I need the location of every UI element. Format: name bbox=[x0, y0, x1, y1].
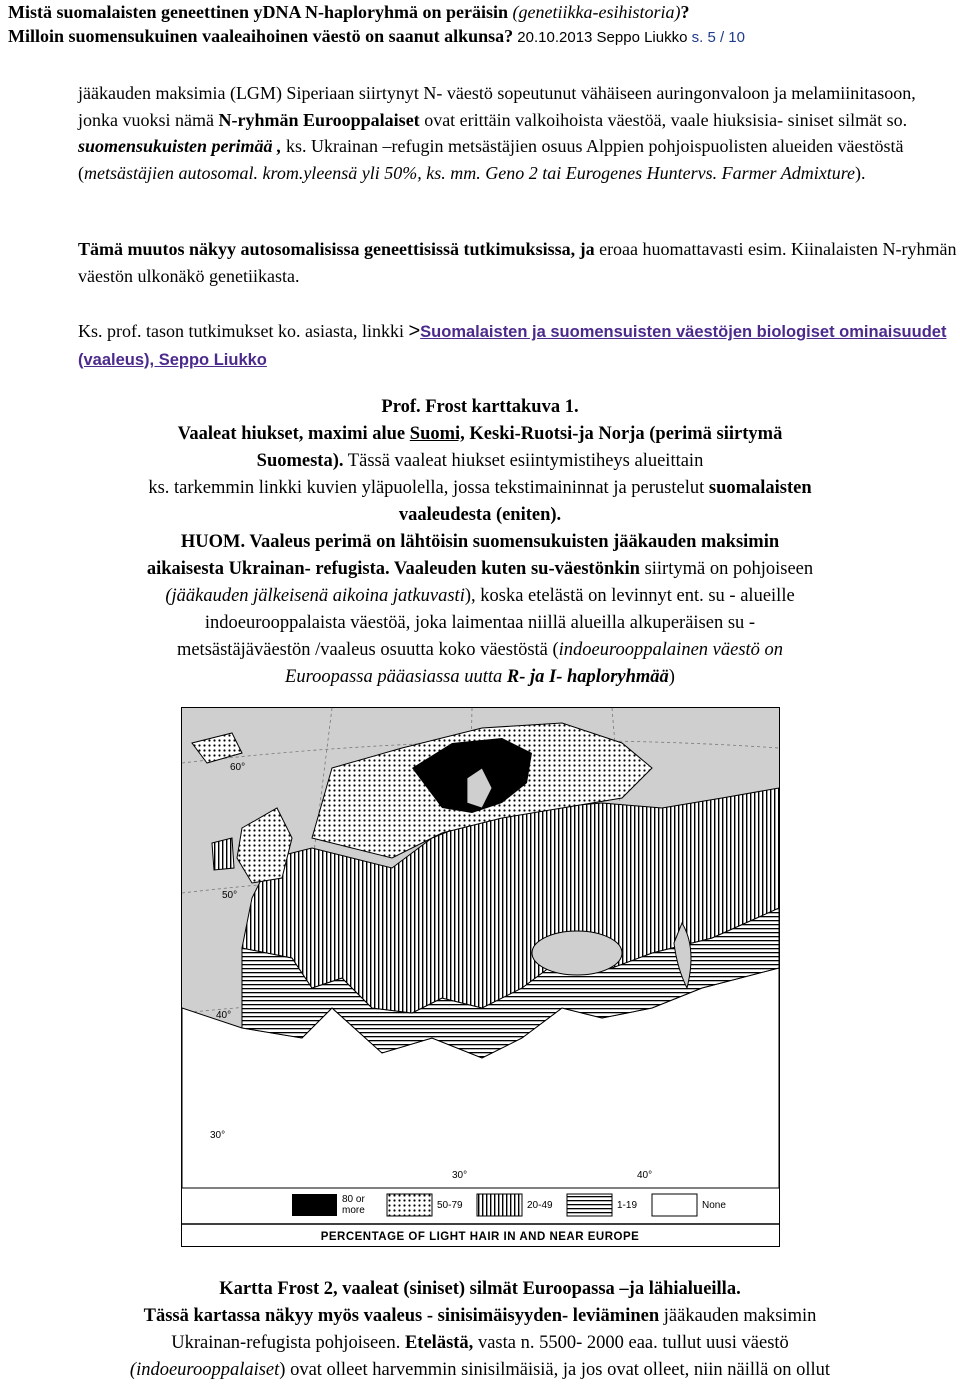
lon-label: 30° bbox=[452, 1170, 468, 1181]
europe-map-graphic bbox=[182, 708, 779, 1246]
legend-label: 80 or bbox=[342, 1194, 365, 1205]
legend-swatch-80 bbox=[292, 1194, 337, 1216]
lat-label: 30° bbox=[210, 1130, 226, 1141]
paragraph-1: jääkauden maksimia (LGM) Siperiaan siirtynyt N- väestö sopeutunut vähäiseen auringonvaloon ja melamiinitasoon, jonka vuoksi nämä N-ryhmän Eurooppalaiset ovat erittäin valkoihoista väestöä, vaale hiuksisia- siniset silmät so. suomensukuisten perimää , ks. Ukrainan –refugin metsästäjien osuus Alppien pohjoispuolisten alueiden väestöstä (metsästäjien autosomal. krom.yleensä yli 50%, ks. mm. Geno 2 tai Eurogenes Huntervs. Farmer Admixture). bbox=[78, 83, 916, 183]
lat-label: 50° bbox=[222, 890, 238, 901]
paragraph-2: Tämä muutos näkyy autosomalisissa geneettisissä tutkimuksissa, ja eroaa huomattavasti esim. Kiinalaisten N-ryhmän väestön ulkonäkö genetiikasta. bbox=[78, 239, 957, 286]
page-header bbox=[8, 0, 958, 50]
legend-swatch-1 bbox=[567, 1194, 612, 1216]
legend-label: 50-79 bbox=[437, 1200, 463, 1211]
legend-swatch-50 bbox=[387, 1194, 432, 1216]
lat-label: 40° bbox=[216, 1010, 232, 1021]
legend-label: more bbox=[342, 1205, 365, 1216]
header-line-2: Milloin suomensukuinen vaaleaihoinen väestö on saanut alkunsa? 20.10.2013 Seppo Liukko s. 5 / 10 bbox=[8, 26, 745, 46]
map-title: PERCENTAGE OF LIGHT HAIR IN AND NEAR EUROPE bbox=[320, 1231, 640, 1243]
legend-swatch-20 bbox=[477, 1194, 522, 1216]
map-legend bbox=[292, 1194, 726, 1216]
lon-label: 40° bbox=[637, 1170, 653, 1181]
article-link[interactable]: Suomalaisten ja suomensuisten väestöjen biologiset ominaisuudet (vaaleus), Seppo Liukko bbox=[78, 323, 947, 369]
legend-swatch-none bbox=[652, 1194, 697, 1216]
map-description: Prof. Frost karttakuva 1. Vaaleat hiukset, maximi alue Suomi, Keski-Ruotsi-ja Norja (perimä siirtymä Suomesta). Tässä vaaleat hiukset esiintymistiheys alueittain ks. tarkemmin linkki kuvien yläpuolella, jossa tekstimaininnat ja perustelut suomalaisten vaaleudesta (eniten). HUOM. Vaaleus perimä on lähtöisin suomensukuisten jääkauden maksimin aikaisesta Ukrainan- refugista. Vaaleuden kuten su-väestönkin siirtymä on pohjoiseen (jääkauden jälkeisenä aikoina jatkuvasti), koska etelästä on levinnyt ent. su - alueille indoeurooppalaista väestöä, joka laimentaa niillä alueilla alkuperäisen su - metsästäjäväestön /vaaleus osuutta koko väestöstä (indoeurooppalainen väestö on Euroopassa pääasiassa uutta R- ja I- haploryhmää) bbox=[146, 397, 814, 687]
lat-label: 60° bbox=[230, 762, 246, 773]
light-hair-map bbox=[181, 707, 780, 1247]
page-number: s. 5 / 10 bbox=[691, 29, 745, 46]
legend-label: None bbox=[702, 1200, 726, 1211]
black-sea bbox=[532, 931, 622, 975]
ireland bbox=[212, 838, 234, 870]
paragraph-3: Ks. prof. tason tutkimukset ko. asiasta, linkki >Suomalaisten ja suomensuisten väestöjen biologiset ominaisuudet (vaaleus), Seppo Liukko bbox=[78, 320, 947, 369]
header-line-1: Mistä suomalaisten geneettinen yDNA N-haploryhmä on peräisin (genetiikka-esihistoria)? bbox=[8, 2, 690, 22]
legend-label: 20-49 bbox=[527, 1200, 553, 1211]
map-caption: Kartta Frost 2, vaaleat (siniset) silmät Euroopassa –ja lähialueilla. Tässä kartassa näkyy myös vaaleus - sinisimäisyyden- leviäminen jääkauden maksimin Ukrainan-refugista pohjoiseen. Etelästä, vasta n. 5500- 2000 eaa. tullut uusi väestö (indoeurooppalaiset) ovat olleet harvemmin sinisilmäisiä, ja jos ovat olleet, niin näillä on ollut bbox=[129, 1279, 831, 1380]
legend-label: 1-19 bbox=[617, 1200, 638, 1211]
